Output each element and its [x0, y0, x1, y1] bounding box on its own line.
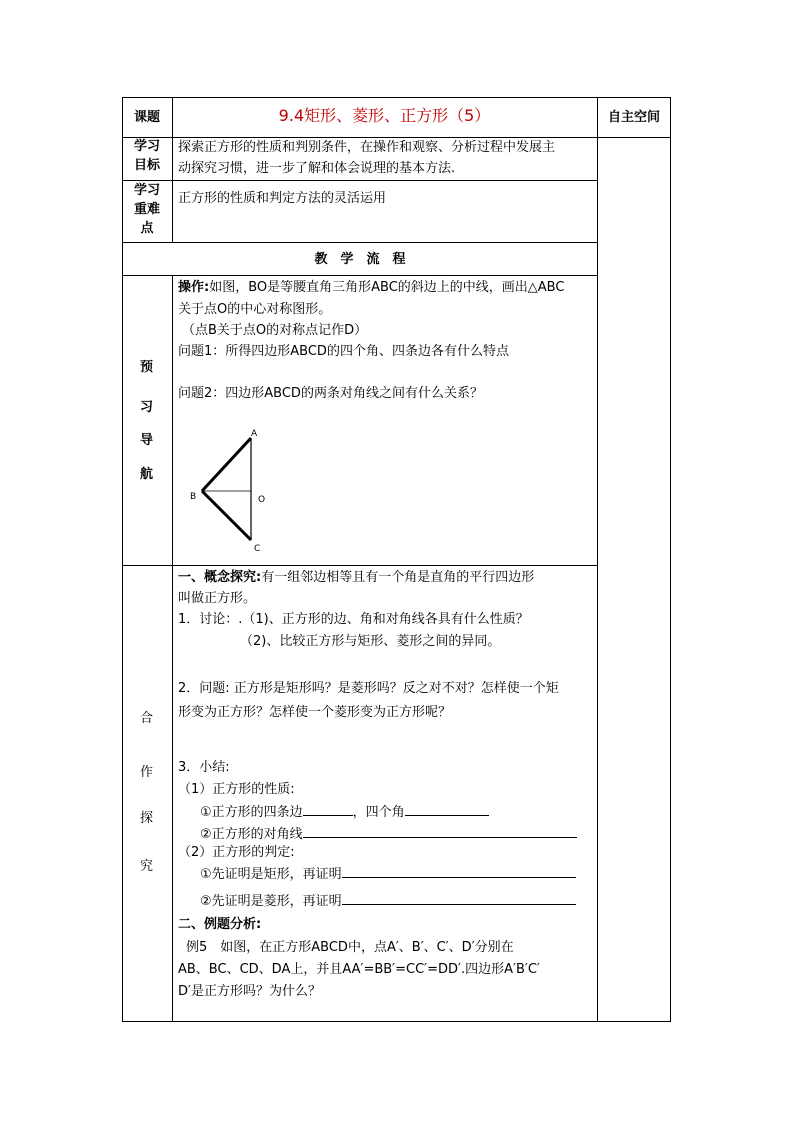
preview-label-2: 习: [140, 400, 154, 415]
example-line-1: 例5 如图，在正方形ABCD中，点A′、B′、C′、D′分别在: [186, 940, 514, 955]
objectives-label-line: 目标: [133, 158, 160, 173]
property-1-text: ①正方形的四条边: [200, 805, 303, 820]
example-heading: 二、例题分析:: [178, 917, 262, 932]
coop-label-1: 合: [140, 711, 154, 726]
triangle-figure: [180, 420, 280, 560]
col-line: [172, 275, 173, 1022]
question-1: 问题1：所得四边形ABCD的四个角、四条边各有什么特点: [178, 344, 509, 359]
question-2-line-1: 2．问题: 正方形是矩形吗？是菱形吗？反之对不对？怎样使一个矩: [178, 681, 559, 696]
objectives-text-line: 动探究习惯，进一步了解和体会说理的基本方法.: [178, 161, 456, 176]
preview-label-3: 导: [140, 433, 154, 448]
operation-line-3: （点B关于点O的对称点记作D）: [182, 323, 368, 338]
label-a: A: [251, 429, 258, 439]
flow-heading: 教 学 流 程: [314, 252, 406, 267]
label-c: C: [254, 544, 261, 554]
side-ab: [202, 438, 251, 491]
col-line: [670, 97, 671, 1022]
coop-label-2: 作: [140, 765, 154, 780]
judge-1: [200, 863, 576, 886]
operation-line-1: [178, 277, 564, 299]
objectives-text: [178, 137, 555, 179]
judge-title: （2）正方形的判定:: [178, 845, 295, 860]
keypoints-label-line: 点: [140, 221, 154, 236]
judge-2-text: ②先证明是菱形，再证明: [200, 894, 342, 909]
coop-label-3: 探: [140, 811, 154, 826]
label-o: O: [258, 495, 266, 505]
blank-line[interactable]: [303, 823, 577, 838]
objectives-label: [122, 137, 172, 175]
row-line: [122, 180, 598, 181]
operation-text: 如图，BO是等腰直角三角形ABC的斜边上的中线，画出△ABC: [209, 280, 565, 295]
concept-text: 有一组邻边相等且有一个角是直角的平行四边形: [261, 570, 535, 585]
discuss-1: 1．讨论：.（1)、正方形的边、角和对角线各具有什么性质？: [178, 612, 529, 627]
question-2: 问题2：四边形ABCD的两条对角线之间有什么关系？: [178, 386, 483, 401]
row-line: [122, 242, 598, 243]
label-b: B: [190, 492, 197, 502]
keypoints-label-line: 学习: [133, 183, 160, 198]
preview-label-4: 航: [140, 467, 154, 482]
side-bc: [202, 491, 251, 540]
preview-label-1: 预: [140, 360, 154, 375]
example-line-2: AB、BC、CD、DA上，并且AA′=BB′=CC′=DD′.四边形A′B′C′: [178, 962, 540, 977]
objectives-text-line: 探索正方形的性质和判别条件，在操作和观察、分析过程中发展主: [178, 140, 556, 155]
page-title: 9.4矩形、菱形、正方形（5）: [278, 106, 491, 125]
example-line-3: D′是正方形吗？为什么？: [178, 984, 321, 999]
keypoints-label: [122, 181, 172, 238]
property-1: [200, 801, 489, 824]
blank-line[interactable]: [342, 890, 576, 905]
coop-label-4: 究: [140, 859, 154, 874]
blank-line[interactable]: [405, 801, 489, 816]
judge-2: [200, 890, 576, 913]
row-line: [122, 275, 598, 276]
property-1-text-b: ，四个角: [352, 805, 405, 820]
row-line: [122, 565, 598, 566]
operation-line-2: 关于点O的中心对称图形。: [178, 302, 332, 317]
operation-heading: 操作:: [178, 280, 210, 295]
property-title: （1）正方形的性质:: [178, 782, 295, 797]
blank-line[interactable]: [303, 801, 353, 816]
concept-line-1: [178, 567, 534, 589]
row-line: [122, 1021, 671, 1022]
keypoints-text: 正方形的性质和判定方法的灵活运用: [178, 191, 387, 206]
keypoints-label-line: 重难: [133, 202, 160, 217]
concept-line-2: 叫做正方形。: [178, 591, 257, 606]
concept-heading: 一、概念探究:: [178, 570, 262, 585]
header-col3: 自主空间: [607, 110, 660, 125]
judge-1-text: ①先证明是矩形，再证明: [200, 867, 342, 882]
question-2-line-2: 形变为正方形？怎样使一个菱形变为正方形呢？: [178, 705, 452, 720]
header-col1: 课题: [133, 110, 160, 125]
property-2-text: ②正方形的对角线: [200, 827, 303, 842]
objectives-label-line: 学习: [133, 139, 160, 154]
discuss-2: （2)、比较正方形与矩形、菱形之间的异同。: [240, 634, 501, 649]
col-line: [597, 97, 598, 1022]
row-line: [122, 97, 671, 98]
summary-heading: 3．小结:: [178, 760, 230, 775]
blank-line[interactable]: [342, 863, 576, 878]
